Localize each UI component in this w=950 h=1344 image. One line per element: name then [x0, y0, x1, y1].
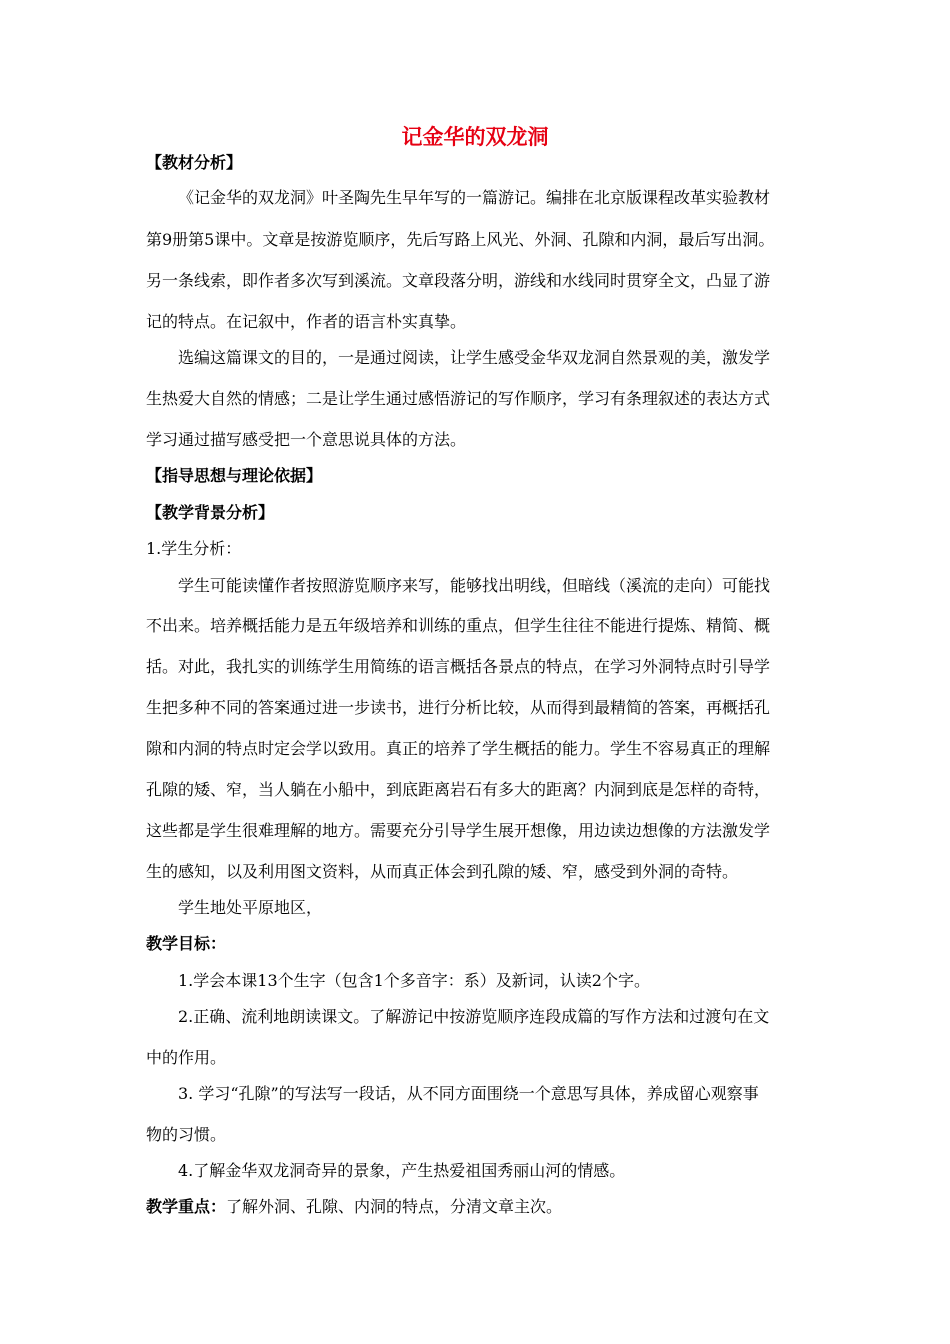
paragraph-line: 学生可能读懂作者按照游览顺序来写，能够找出明线，但暗线（溪流的走向）可能找 [178, 576, 771, 595]
paragraph-line: 《记金华的双龙洞》叶圣陶先生早年写的一篇游记。编排在北京版课程改革实验教材 [178, 188, 771, 207]
teaching-focus-text: 了解外洞、孔隙、内洞的特点，分清文章主次。 [226, 1197, 563, 1216]
paragraph-line: 生把多种不同的答案通过进一步读书，进行分析比较，从而得到最精简的答案，再概括孔 [146, 698, 771, 717]
paragraph-line: 这些都是学生很难理解的地方。需要充分引导学生展开想像，用边读边想像的方法激发学 [146, 821, 771, 840]
paragraph-line: 学生地处平原地区， [178, 898, 323, 917]
goal-item: 物的习惯。 [146, 1125, 227, 1144]
paragraph-line: 不出来。培养概括能力是五年级培养和训练的重点，但学生往往不能进行提炼、精简、概 [146, 616, 771, 635]
paragraph-line: 孔隙的矮、窄，当人躺在小船中，到底距离岩石有多大的距离？内洞到底是怎样的奇特， [146, 780, 771, 799]
paragraph-line: 生热爱大自然的情感；二是让学生通过感悟游记的写作顺序，学习有条理叙述的表达方式 [146, 389, 771, 408]
goal-item: 1.学会本课13个生字（包含1个多音字：系）及新词，认读2个字。 [178, 971, 650, 990]
section-heading-material: 【教材分析】 [146, 153, 243, 172]
teaching-focus [146, 1196, 562, 1218]
paragraph-line: 记的特点。在记叙中，作者的语言朴实真挚。 [146, 312, 467, 331]
student-analysis-heading: 1.学生分析： [146, 539, 242, 558]
paragraph-line: 选编这篇课文的目的，一是通过阅读，让学生感受金华双龙洞自然景观的美，激发学 [178, 348, 771, 367]
page-title: 记金华的双龙洞 [401, 125, 549, 149]
paragraph-line: 括。对此，我扎实的训练学生用简练的语言概括各景点的特点，在学习外洞特点时引导学 [146, 657, 771, 676]
goals-heading: 教学目标： [146, 934, 227, 953]
paragraph-line: 第9册第5课中。文章是按游览顺序，先后写路上风光、外洞、孔隙和内洞，最后写出洞。 [146, 230, 775, 249]
paragraph-line: 生的感知，以及利用图文资料，从而真正体会到孔隙的矮、窄，感受到外洞的奇特。 [146, 862, 739, 881]
section-heading-guiding: 【指导思想与理论依据】 [146, 466, 323, 485]
goal-item: 4.了解金华双龙洞奇异的景象，产生热爱祖国秀丽山河的情感。 [178, 1161, 626, 1180]
teaching-focus-label: 教学重点： [146, 1197, 227, 1216]
goal-item: 2.正确、流利地朗读课文。了解游记中按游览顺序连段成篇的写作方法和过渡句在文 [178, 1007, 770, 1026]
paragraph-line: 另一条线索，即作者多次写到溪流。文章段落分明，游线和水线同时贯穿全文，凸显了游 [146, 271, 771, 290]
paragraph-line: 隙和内洞的特点时定会学以致用。真正的培养了学生概括的能力。学生不容易真正的理解 [146, 739, 771, 758]
goal-item: 3. 学习“孔隙”的写法写一段话，从不同方面围绕一个意思写具体，养成留心观察事 [178, 1084, 759, 1103]
section-heading-background: 【教学背景分析】 [146, 503, 275, 522]
paragraph-line: 学习通过描写感受把一个意思说具体的方法。 [146, 430, 467, 449]
goal-item: 中的作用。 [146, 1048, 227, 1067]
